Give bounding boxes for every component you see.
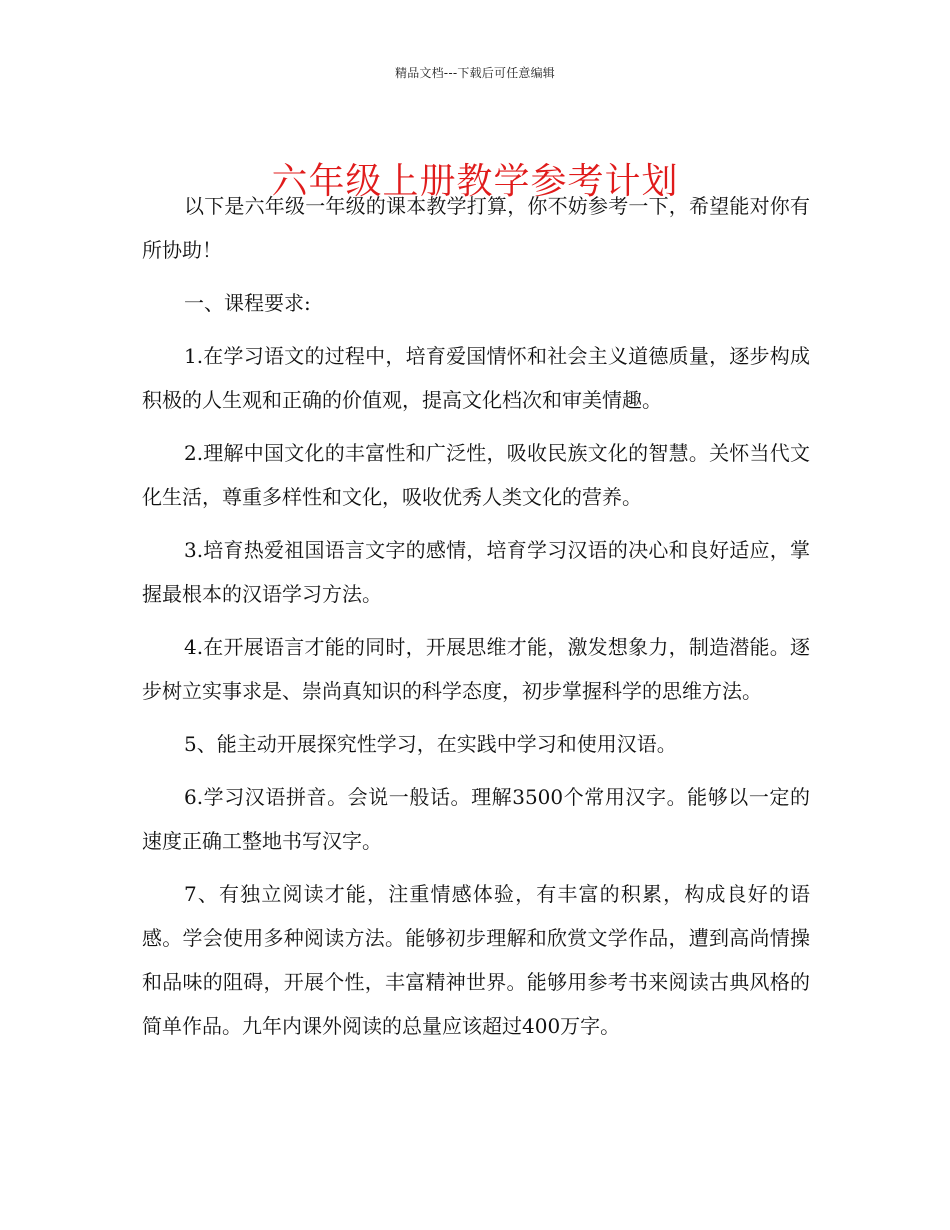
paragraph-item-6: 6.学习汉语拼音。会说一般话。理解3500个常用汉字。能够以一定的速度正确工整地书写汉字。 [142,785,810,853]
paragraph-item-5: 5、能主动开展探究性学习，在实践中学习和使用汉语。 [184,732,677,756]
paragraph-item-4: 4.在开展语言才能的同时，开展思维才能，激发想象力，制造潜能。逐步树立实事求是、崇尚真知识的科学态度，初步掌握科学的思维方法。 [142,635,810,703]
paragraph-item-3: 3.培育热爱祖国语言文字的感情，培育学习汉语的决心和良好适应，掌握最根本的汉语学习方法。 [142,538,810,606]
paragraph-item-7: 7、有独立阅读才能，注重情感体验，有丰富的积累，构成良好的语感。学会使用多种阅读方法。能够初步理解和欣赏文学作品，遭到高尚情操和品味的阻碍，开展个性，丰富精神世界。能够用参考书来阅读古典风格的简单作品。九年内课外阅读的总量应该超过400万字。 [142,882,810,1038]
document-title: 六年级上册教学参考计划 [271,161,679,203]
section-heading-course-requirements: 一、课程要求: [184,291,311,315]
document-body [142,184,810,1057]
paragraph-item-2: 2.理解中国文化的丰富性和广泛性，吸收民族文化的智慧。关怀当代文化生活，尊重多样性和文化，吸收优秀人类文化的营养。 [142,441,810,509]
paragraph-intro: 以下是六年级一年级的课本教学打算，你不妨参考一下，希望能对你有所协助！ [142,194,810,262]
paragraph-item-1: 1.在学习语文的过程中，培育爱国情怀和社会主义道德质量，逐步构成积极的人生观和正确的价值观，提高文化档次和审美情趣。 [142,344,810,412]
header-note: 精品文档---下载后可任意编辑 [395,66,555,80]
